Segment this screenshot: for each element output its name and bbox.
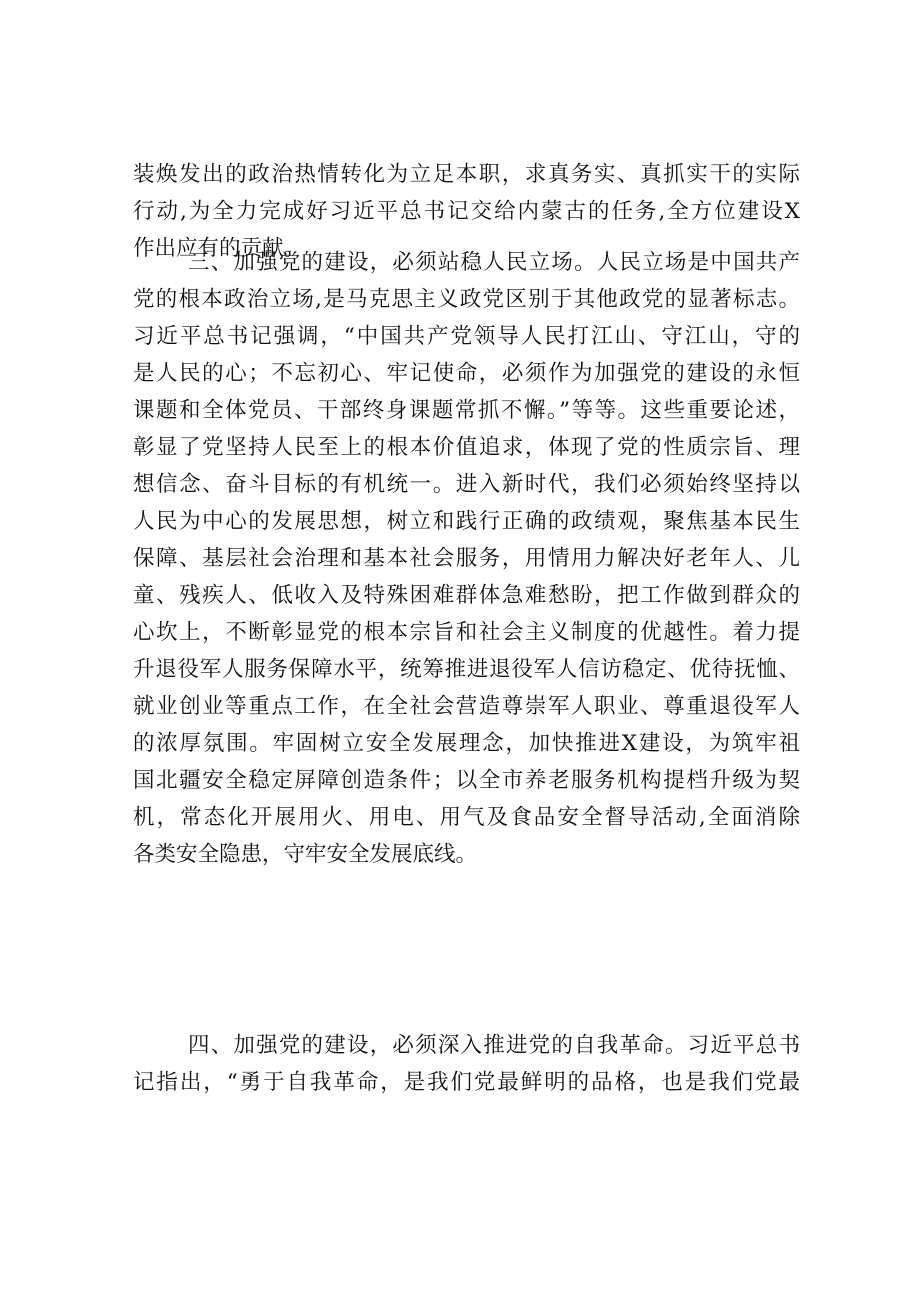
text-line: 国北疆安全稳定屏障创造条件；以全市养老服务机构提档升级为契 xyxy=(133,768,800,793)
text-line: 党的根本政治立场,是马克思主义政党区别于其他政党的显著标志。 xyxy=(133,287,800,312)
text-line: 想信念、奋斗目标的有机统一。进入新时代，我们必须始终坚持以 xyxy=(133,472,800,497)
text-line: 习近平总书记强调，“中国共产党领导人民打江山、守江山，守的 xyxy=(133,324,800,349)
text-line: 是人民的心；不忘初心、牢记使命，必须作为加强党的建设的永恒 xyxy=(133,361,800,386)
text-line: 课题和全体党员、干部终身课题常抓不懈。”等等。这些重要论述， xyxy=(133,398,800,423)
text-line: 装焕发出的政治热情转化为立足本职，求真务实、真抓实干的实际 xyxy=(133,162,800,187)
text-line: 四、加强党的建设，必须深入推进党的自我革命。习近平总书 xyxy=(188,1033,800,1058)
text-line: 行动,为全力完成好习近平总书记交给内蒙古的任务,全方位建设X xyxy=(133,199,800,224)
text-line: 各类安全隐患，守牢安全发展底线。 xyxy=(133,842,478,867)
paragraph-section-four xyxy=(133,1027,800,1101)
text-line: 作出应有的贡献。 xyxy=(133,236,306,261)
text-line: 保障、基层社会治理和基本社会服务，用情用力解决好老年人、儿 xyxy=(133,546,800,571)
text-line: 记指出，“勇于自我革命，是我们党最鲜明的品格，也是我们党最 xyxy=(133,1070,800,1095)
text-line: 心坎上，不断彰显党的根本宗旨和社会主义制度的优越性。着力提 xyxy=(133,620,800,645)
text-line: 人民为中心的发展思想，树立和践行正确的政绩观，聚焦基本民生 xyxy=(133,509,800,534)
text-line: 三、加强党的建设，必须站稳人民立场。人民立场是中国共产 xyxy=(188,250,800,275)
text-line: 升退役军人服务保障水平，统筹推进退役军人信访稳定、优待抚恤、 xyxy=(133,657,800,682)
text-line: 的浓厚氛围。牢固树立安全发展理念，加快推进X建设，为筑牢祖 xyxy=(133,731,800,756)
text-line: 就业创业等重点工作，在全社会营造尊崇军人职业、尊重退役军人 xyxy=(133,694,800,719)
paragraph-section-three xyxy=(133,244,800,873)
text-line: 机，常态化开展用火、用电、用气及食品安全督导活动,全面消除 xyxy=(133,805,800,830)
text-line: 彰显了党坚持人民至上的根本价值追求，体现了党的性质宗旨、理 xyxy=(133,435,800,460)
text-line: 童、残疾人、低收入及特殊困难群体急难愁盼，把工作做到群众的 xyxy=(133,583,800,608)
